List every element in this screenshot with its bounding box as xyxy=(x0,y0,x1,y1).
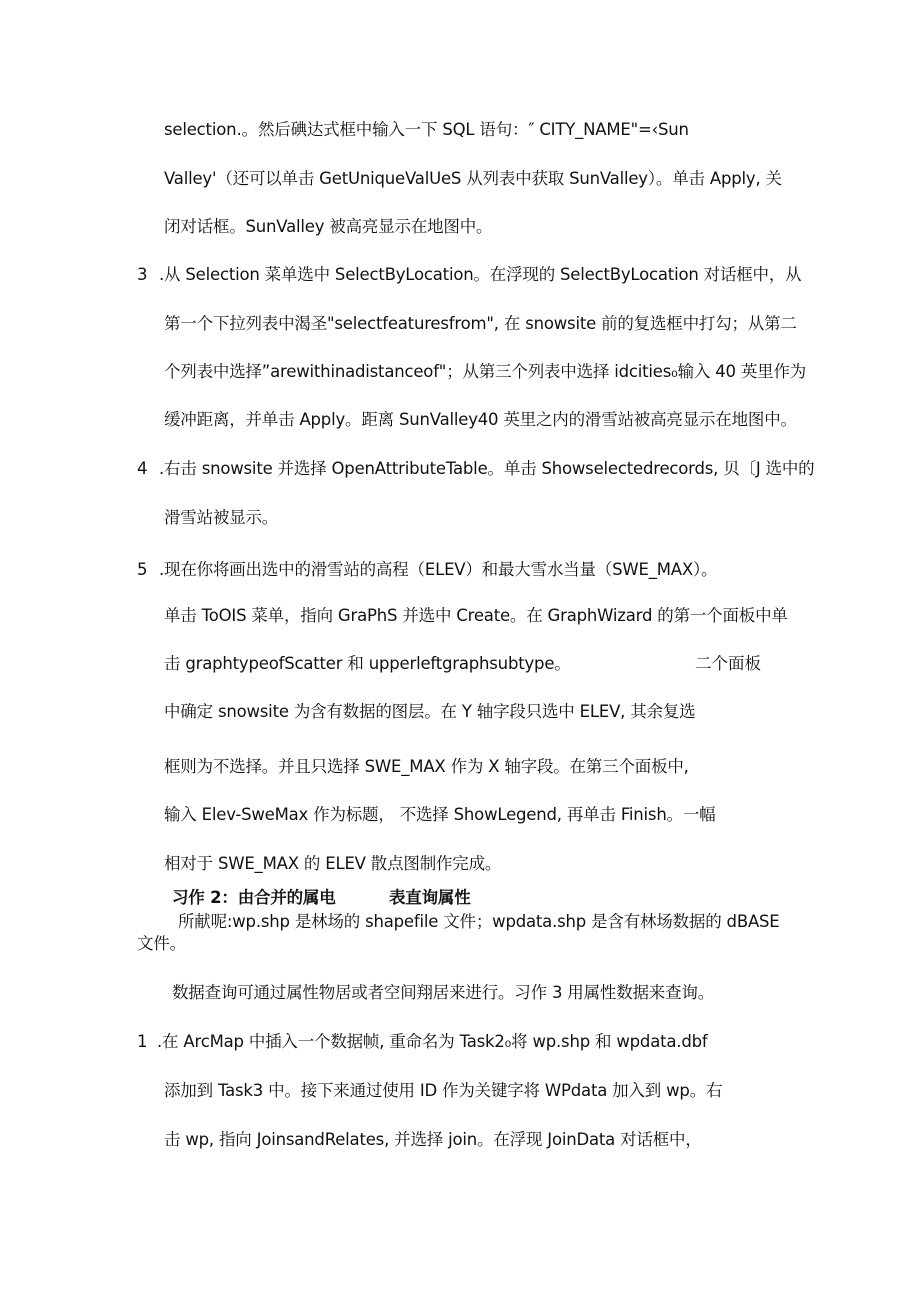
paragraph-line: 单击 ToOIS 菜单，指向 GraPhS 并选中 Create。在 GraphWizard 的第一个面板中单 xyxy=(164,606,788,625)
paragraph-line: .右击 snowsite 并选择 OpenAttributeTable。单击 Showselectedrecords, 贝〔J 选中的 xyxy=(159,459,815,478)
paragraph-line: 所献呢:wp.shp 是林场的 shapefile 文件；wpdata.shp 是含有林场数据的 dBASE xyxy=(178,912,780,931)
paragraph-line: 击 wp, 指向 JoinsandRelates, 并选择 join。在浮现 JoinData 对话框中， xyxy=(164,1130,702,1149)
paragraph-line: 相对于 SWE_MAX 的 ELEV 散点图制作完成。 xyxy=(164,854,502,873)
list-number: 3 xyxy=(137,265,148,284)
paragraph-line: 第一个下拉列表中渴圣"selectfeaturesfrom", 在 snowsite 前的复选框中打勾；从第二 xyxy=(164,314,797,333)
paragraph-line: 框则为不选择。并且只选择 SWE_MAX 作为 X 轴字段。在第三个面板中, xyxy=(164,757,689,776)
paragraph-line: .从 Selection 菜单选中 SelectByLocation。在浮现的 SelectByLocation 对话框中，从 xyxy=(159,265,802,284)
list-number: 4 xyxy=(137,459,148,478)
section-heading-continued: 表直询属性 xyxy=(389,888,471,907)
list-number: 1 xyxy=(137,1032,148,1051)
paragraph-line: 添加到 Task3 中。接下来通过使用 ID 作为关键字将 WPdata 加入到 wp。右 xyxy=(164,1081,723,1100)
paragraph-line: 输入 Elev-SweMax 作为标题， 不选择 ShowLegend, 再单击 Finish。一幅 xyxy=(164,805,716,824)
list-number: 5 xyxy=(137,560,148,579)
paragraph-line: .在 ArcMap 中插入一个数据帧, 重命名为 Task2₀将 wp.shp 和 wpdata.dbf xyxy=(157,1032,708,1051)
section-heading: 习作 2：由合并的属电 xyxy=(172,888,336,907)
paragraph-line: 缓冲距离，并单击 Apply。距离 SunValley40 英里之内的滑雪站被高亮显示在地图中。 xyxy=(164,410,797,429)
paragraph-line: Valley'（还可以单击 GetUniqueValUeS 从列表中获取 SunValley）。单击 Apply, 关 xyxy=(164,169,782,188)
paragraph-line: 数据查询可通过属性物居或者空间翔居来进行。习作 3 用属性数据来查询。 xyxy=(172,983,714,1002)
paragraph-line: 击 graphtypeofScatter 和 upperleftgraphsubtype。 xyxy=(164,654,571,673)
paragraph-line: 中确定 snowsite 为含有数据的图层。在 Y 轴字段只选中 ELEV, 其余复选 xyxy=(164,702,696,721)
paragraph-line: 个列表中选择”arewithinadistanceof"；从第三个列表中选择 idcities₀输入 40 英里作为 xyxy=(164,362,807,381)
paragraph-line-fragment: 二个面板 xyxy=(695,654,761,673)
paragraph-line: .现在你将画出选中的滑雪站的高程（ELEV）和最大雪水当量（SWE_MAX）。 xyxy=(159,560,718,579)
paragraph-line: selection․。然后碘达式框中输入一下 SQL 语句：″ CITY_NAME"=‹Sun xyxy=(164,120,689,139)
paragraph-line: 闭对话框。SunValley 被高亮显示在地图中。 xyxy=(164,217,493,236)
paragraph-line: 文件。 xyxy=(137,934,186,953)
paragraph-line: 滑雪站被显示。 xyxy=(164,508,279,527)
